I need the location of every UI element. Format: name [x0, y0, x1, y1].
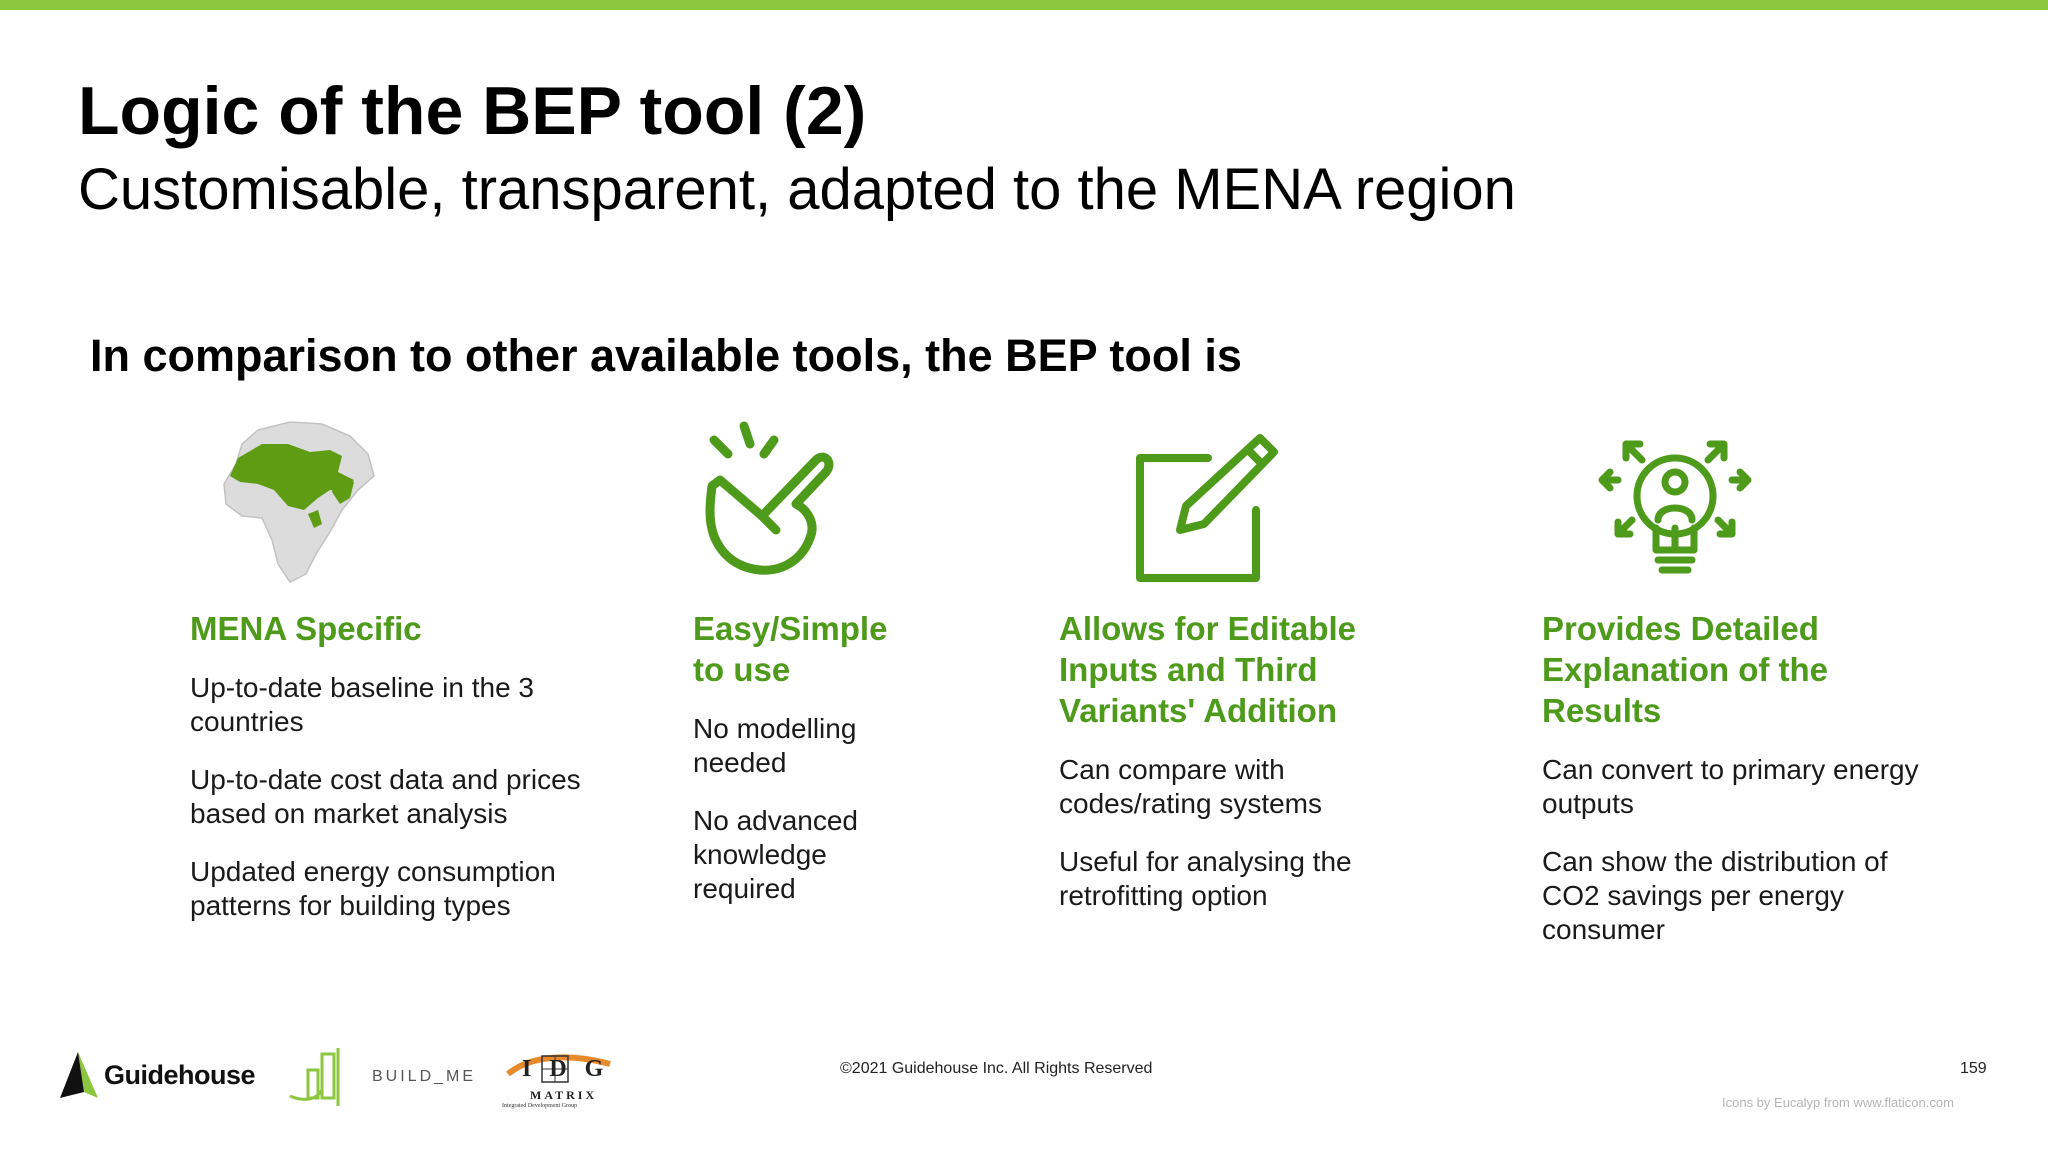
intro-statement: In comparison to other available tools, the BEP tool is — [90, 330, 1242, 381]
feature-heading: Provides Detailed Explanation of the Results — [1542, 610, 1829, 729]
slide-title: Logic of the BEP tool (2) — [78, 73, 867, 149]
guidehouse-logo-text: Guidehouse — [104, 1059, 256, 1090]
build-me-logo — [286, 1044, 476, 1110]
feature-bullet: Can show the distribution of CO2 savings per energy consumer — [1542, 846, 1888, 945]
feature-bullet: Up-to-date cost data and prices based on market analysis — [190, 764, 581, 829]
guidehouse-logo — [60, 1052, 255, 1098]
build-me-logo-icon — [286, 1044, 354, 1110]
idg-tagline: Integrated Development Group — [502, 1103, 577, 1109]
page-number: 159 — [1960, 1060, 1987, 1077]
feature-column-editable — [1059, 608, 1409, 937]
feature-bullet: No advanced knowledge required — [693, 805, 859, 904]
feature-column-mena — [190, 608, 600, 947]
idg-matrix-text: MATRIX — [530, 1088, 598, 1102]
slide-subtitle: Customisable, transparent, adapted to the MENA region — [78, 157, 1516, 222]
feature-bullet: Can compare with codes/rating systems — [1059, 754, 1322, 819]
icon-credit: Icons by Eucalyp from www.flaticon.com — [1722, 1095, 1954, 1110]
idg-matrix-logo — [502, 1052, 620, 1117]
feature-heading: Easy/Simple to use — [693, 610, 888, 688]
feature-bullet: Can convert to primary energy outputs — [1542, 754, 1919, 819]
feature-bullet: No modelling needed — [693, 713, 857, 778]
feature-heading: MENA Specific — [190, 610, 422, 647]
feature-bullet: Useful for analysing the retrofitting option — [1059, 846, 1352, 911]
mena-map-icon — [218, 414, 378, 586]
guidehouse-logo-icon — [60, 1052, 98, 1098]
tap-hand-icon — [700, 420, 834, 576]
feature-bullet: Up-to-date baseline in the 3 countries — [190, 672, 534, 737]
top-accent-bar — [0, 0, 2048, 10]
feature-bullet: Updated energy consumption patterns for building types — [190, 856, 556, 921]
build-me-logo-text: BUILD_ME — [372, 1068, 477, 1085]
idg-letters: IDG — [522, 1056, 622, 1082]
lightbulb-person-icon — [1596, 424, 1754, 582]
feature-column-easy — [693, 608, 923, 930]
edit-pencil-icon — [1132, 434, 1278, 584]
feature-column-results — [1542, 608, 1942, 971]
copyright-notice: ©2021 Guidehouse Inc. All Rights Reserved — [840, 1060, 1153, 1077]
feature-heading: Allows for Editable Inputs and Third Variants' Addition — [1059, 610, 1357, 729]
